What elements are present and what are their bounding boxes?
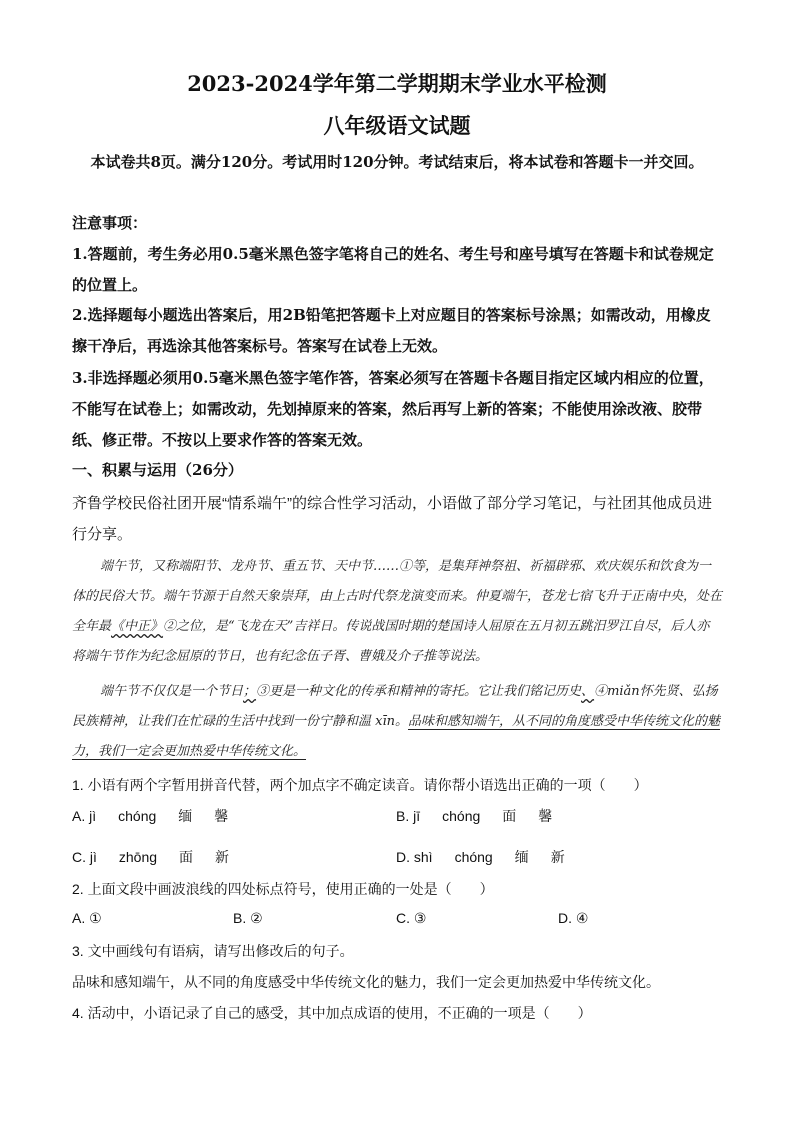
option-char: 面 (179, 849, 194, 865)
option-pinyin: chóng (118, 808, 157, 824)
question-1-stem: 1. 小语有两个字暂用拼音代替，两个加点字不确定读音。请你帮小语选出正确的一项（ ） (72, 777, 648, 793)
passage-text: 端午节，又称端阳节、龙舟节、重五节、天中节……①等，是集拜神祭祖、祈福辟邪、欢庆娱乐和饮食为一体的民俗大节。端午节源于自然天象崇拜，由上古时代祭龙演变而来。仲夏端午，苍龙七宿飞升于正南中央，处在全年最 (72, 559, 723, 634)
option-pinyin: jì (89, 849, 97, 865)
question-1-option-b[interactable] (396, 806, 552, 826)
question-2-option-d[interactable]: D. ④ (558, 910, 589, 926)
question-2-option-c[interactable]: C. ③ (396, 910, 427, 926)
option-pinyin: shì (413, 849, 433, 865)
passage-paragraph-1 (72, 552, 722, 672)
question-4-stem: 4. 活动中，小语记录了自己的感受，其中加点成语的使用，不正确的一项是（ ） (72, 1005, 592, 1021)
notice-heading: 注意事项： (72, 214, 148, 232)
question-2-stem: 2. 上面文段中画波浪线的四处标点符号，使用正确的一处是（ ） (72, 881, 494, 897)
notice-item-1: 1.答题前，考生务必用0.5毫米黑色签字笔将自己的姓名、考生号和座号填写在答题卡和试卷规定的位置上。 (72, 245, 714, 294)
option-letter: D. (396, 849, 410, 865)
option-letter: B. (396, 808, 410, 824)
notice-item-3: 3.非选择题必须用0.5毫米黑色签字笔作答，答案必须写在答题卡各题目指定区域内相应的位置，不能写在试卷上；如需改动，先划掉原来的答案，然后再写上新的答案；不能使用涂改液、胶带纸、修正带。不按以上要求作答的答案无效。 (72, 369, 714, 449)
passage-text: ②之位，是“飞龙在天”吉祥日。传说战国时期的楚国诗人屈原在五月初五跳汨罗江自尽，后人亦将端午节作为纪念屈原的节日，也有纪念伍子胥、曹娥及介子推等说法。 (72, 619, 710, 664)
option-char: 缅 (514, 849, 529, 865)
question-1-option-a[interactable] (72, 806, 228, 826)
option-pinyin: chóng (454, 849, 493, 865)
exam-title: 2023-2024学年第二学期期末学业水平检测 (187, 71, 607, 96)
exam-intro: 本试卷共8页。满分120分。考试用时120分钟。考试结束后，将本试卷和答题卡一并交回。 (90, 153, 704, 171)
notice-item-2: 2.选择题每小题选出答案后，用2B铅笔把答题卡上对应题目的答案标号涂黑；如需改动，用橡皮擦干净后，再选涂其他答案标号。答案写在试卷上无效。 (72, 306, 711, 355)
section-scenario: 齐鲁学校民俗社团开展“情系端午”的综合性学习活动，小语做了部分学习笔记，与社团其他成员进行分享。 (72, 495, 712, 543)
passage-text: ④miǎn怀先贤、弘扬民族精神，让我们在忙碌的生活中找到一份宁静和温 xīn。 (72, 684, 718, 729)
passage-text: ③更是一种文化的传承和精神的寄托。它让我们铭记历史 (256, 684, 582, 699)
option-char: 馨 (538, 808, 553, 824)
wavy-punctuation: 《中正》 (111, 619, 164, 634)
option-pinyin: jì (89, 808, 97, 824)
question-1-option-c[interactable] (72, 847, 229, 867)
option-letter: C. (72, 849, 86, 865)
option-char: 馨 (214, 808, 229, 824)
underlined-sentence: 品味和感知端午，从不同的角度感受中华传统文化的魅力，我们一定会更加热爱中华传统文化。 (72, 714, 721, 759)
question-1-option-d[interactable] (396, 847, 565, 867)
wavy-punctuation: ； (243, 684, 257, 699)
option-pinyin: jī (413, 808, 421, 824)
option-char: 缅 (178, 808, 193, 824)
option-letter: A. (72, 808, 86, 824)
option-char: 新 (550, 849, 565, 865)
wavy-punctuation: 、 (581, 684, 595, 699)
question-3-stem: 3. 文中画线句有语病，请写出修改后的句子。 (72, 943, 354, 959)
exam-subtitle: 八年级语文试题 (323, 113, 471, 138)
passage-text: 端午节不仅仅是一个节日 (100, 684, 244, 699)
option-char: 面 (502, 808, 517, 824)
option-char: 新 (215, 849, 230, 865)
question-2-option-a[interactable]: A. ① (72, 910, 102, 926)
section-heading: 一、积累与运用（26分） (72, 461, 243, 479)
passage-paragraph-2 (72, 677, 722, 767)
question-3-sentence: 品味和感知端午，从不同的角度感受中华传统文化的魅力，我们一定会更加热爱中华传统文化。 (72, 974, 660, 990)
question-2-option-b[interactable]: B. ② (233, 910, 263, 926)
option-pinyin: zhōng (118, 849, 158, 865)
option-pinyin: chóng (442, 808, 481, 824)
